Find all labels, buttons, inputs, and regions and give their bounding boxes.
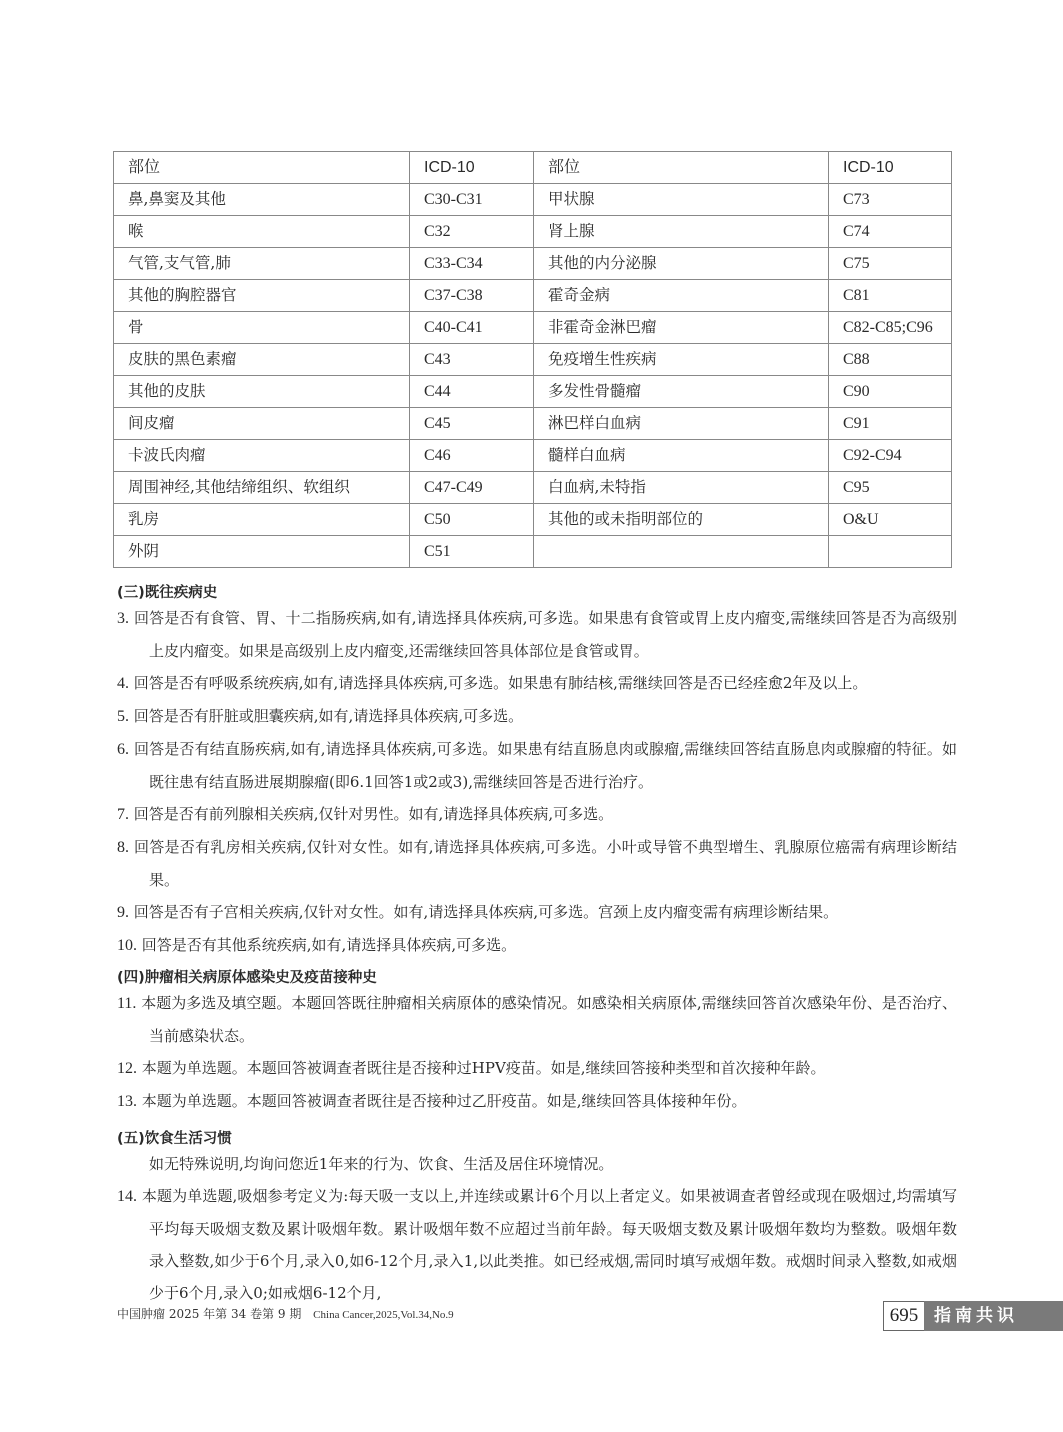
journal-citation [117,1305,454,1322]
section-label-tab: 指南共识 [924,1301,1063,1331]
cell-site: 其他的或未指明部位的 [534,504,829,536]
item-number: 10. [117,937,137,954]
table-row [114,280,952,312]
cell-site: 周围神经,其他结缔组织、软组织 [114,472,410,504]
list-item [117,700,957,733]
item-text: 回答是否有肝脏或胆囊疾病,如有,请选择具体疾病,可多选。 [133,707,524,725]
item-text: 本题为单选题。本题回答被调查者既往是否接种过HPV疫苗。如是,继续回答接种类型和首次接种年龄。 [141,1059,826,1077]
item-number: 13. [117,1093,137,1110]
cell-icd10-code: C91 [829,408,952,440]
item-text: 本题为单选题,吸烟参考定义为:每天吸一支以上,并连续或累计6个月以上者定义。如果被调查者曾经或现在吸烟过,均需填写平均每天吸烟支数及累计吸烟年数。累计吸烟年数不应超过当前年龄。每天吸烟支数及累计吸烟年数均为整数。吸烟年数录入整数,如少于6个月,录入0,如6-12个月,录入1,以此类推。如已经戒烟,需同时填写戒烟年数。戒烟时间录入整数,如戒烟少于6个月,录入0;如戒烟6-12个月, [141,1187,957,1302]
cell-site: 免疫增生性疾病 [534,344,829,376]
item-number: 8. [117,839,129,856]
list-item [117,1180,957,1309]
item-number: 6. [117,741,129,758]
cell-site: 骨 [114,312,410,344]
cell-icd10-code: C88 [829,344,952,376]
cell-icd10-code: C43 [410,344,534,376]
table-row [114,536,952,568]
cell-icd10-code: C37-C38 [410,280,534,312]
item-text: 本题为多选及填空题。本题回答既往肿瘤相关病原体的感染情况。如感染相关病原体,需继续回答首次感染年份、是否治疗、当前感染状态。 [141,994,957,1045]
item-number: 3. [117,610,129,627]
cell-site: 肾上腺 [534,216,829,248]
header-icd10: ICD-10 [410,152,534,184]
header-icd10: ICD-10 [829,152,952,184]
cell-site: 髓样白血病 [534,440,829,472]
list-item [117,929,957,962]
list-item [117,1085,957,1118]
item-text: 回答是否有前列腺相关疾病,仅针对男性。如有,请选择具体疾病,可多选。 [133,805,614,823]
section-body [117,1148,957,1309]
table-header-row [114,152,952,184]
cell-icd10-code: C95 [829,472,952,504]
cell-site: 乳房 [114,504,410,536]
list-item [117,896,957,929]
item-text: 本题为单选题。本题回答被调查者既往是否接种过乙肝疫苗。如是,继续回答具体接种年份。 [141,1092,747,1110]
list-item [117,798,957,831]
item-text: 回答是否有呼吸系统疾病,如有,请选择具体疾病,可多选。如果患有肺结核,需继续回答是否已经痊愈2年及以上。 [133,674,868,692]
table-row [114,504,952,536]
item-text: 回答是否有结直肠疾病,如有,请选择具体疾病,可多选。如果患有结直肠息肉或腺瘤,需继续回答结直肠息肉或腺瘤的特征。如既往患有结直肠进展期腺瘤(即6.1回答1或2或3),需继续回答是否进行治疗。 [133,740,957,791]
cell-icd10-code: C73 [829,184,952,216]
cell-site: 白血病,未特指 [534,472,829,504]
table-row [114,184,952,216]
icd10-site-table [113,151,952,568]
section-body [117,987,957,1118]
cell-site: 鼻,鼻窦及其他 [114,184,410,216]
cell-site: 气管,支气管,肺 [114,248,410,280]
cell-site: 其他的皮肤 [114,376,410,408]
section-intro: 如无特殊说明,均询问您近1年来的行为、饮食、生活及居住环境情况。 [149,1155,614,1173]
section-title: (三)既往疾病史 [117,585,218,601]
journal-name-cn: 中国肿瘤 2025 年第 34 卷第 9 期 [117,1307,302,1321]
list-item [117,1052,957,1085]
cell-site: 淋巴样白血病 [534,408,829,440]
cell-icd10-code: C47-C49 [410,472,534,504]
cell-icd10-code: C50 [410,504,534,536]
cell-icd10-code: C40-C41 [410,312,534,344]
cell-site: 其他的胸腔器官 [114,280,410,312]
item-number: 14. [117,1188,137,1205]
cell-icd10-code: C75 [829,248,952,280]
item-number: 4. [117,675,129,692]
section-body [117,602,957,962]
item-text: 回答是否有子宫相关疾病,仅针对女性。如有,请选择具体疾病,可多选。宫颈上皮内瘤变需有病理诊断结果。 [133,903,839,921]
list-item [117,667,957,700]
item-number: 12. [117,1060,137,1077]
cell-site: 甲状腺 [534,184,829,216]
cell-site: 外阴 [114,536,410,568]
cell-icd10-code: C51 [410,536,534,568]
section-title: (四)肿瘤相关病原体感染史及疫苗接种史 [117,970,377,986]
cell-site: 霍奇金病 [534,280,829,312]
item-number: 5. [117,708,129,725]
cell-icd10-code: C45 [410,408,534,440]
table-row [114,344,952,376]
item-text: 回答是否有其他系统疾病,如有,请选择具体疾病,可多选。 [141,936,517,954]
item-number: 7. [117,806,129,823]
table-row [114,440,952,472]
header-site: 部位 [534,152,829,184]
table-row [114,312,952,344]
table-row [114,408,952,440]
list-item [117,831,957,896]
page-number: 695 [883,1301,925,1331]
table-row [114,472,952,504]
cell-icd10-code: C82-C85;C96 [829,312,952,344]
section-title: (五)饮食生活习惯 [117,1131,232,1147]
cell-icd10-code [829,536,952,568]
cell-site [534,536,829,568]
cell-icd10-code: C46 [410,440,534,472]
item-number: 11. [117,995,137,1012]
cell-icd10-code: C33-C34 [410,248,534,280]
cell-site: 非霍奇金淋巴瘤 [534,312,829,344]
table-row [114,216,952,248]
cell-icd10-code: C30-C31 [410,184,534,216]
list-item [117,733,957,798]
list-item [117,602,957,667]
cell-site: 皮肤的黑色素瘤 [114,344,410,376]
item-text: 回答是否有食管、胃、十二指肠疾病,如有,请选择具体疾病,可多选。如果患有食管或胃上皮内瘤变,需继续回答是否为高级别上皮内瘤变。如果是高级别上皮内瘤变,还需继续回答具体部位是食管或胃。 [133,609,957,660]
cell-site: 喉 [114,216,410,248]
cell-icd10-code: C92-C94 [829,440,952,472]
journal-name-en: China Cancer,2025,Vol.34,No.9 [313,1309,454,1321]
cell-site: 多发性骨髓瘤 [534,376,829,408]
table-row [114,248,952,280]
cell-icd10-code: C90 [829,376,952,408]
cell-icd10-code: C32 [410,216,534,248]
table-row [114,376,952,408]
cell-site: 卡波氏肉瘤 [114,440,410,472]
cell-icd10-code: C44 [410,376,534,408]
cell-site: 间皮瘤 [114,408,410,440]
cell-icd10-code: C81 [829,280,952,312]
cell-icd10-code: C74 [829,216,952,248]
item-text: 回答是否有乳房相关疾病,仅针对女性。如有,请选择具体疾病,可多选。小叶或导管不典型增生、乳腺原位癌需有病理诊断结果。 [134,838,957,889]
header-site: 部位 [114,152,410,184]
cell-site: 其他的内分泌腺 [534,248,829,280]
item-number: 9. [117,904,129,921]
list-item [117,987,957,1052]
cell-icd10-code: O&U [829,504,952,536]
